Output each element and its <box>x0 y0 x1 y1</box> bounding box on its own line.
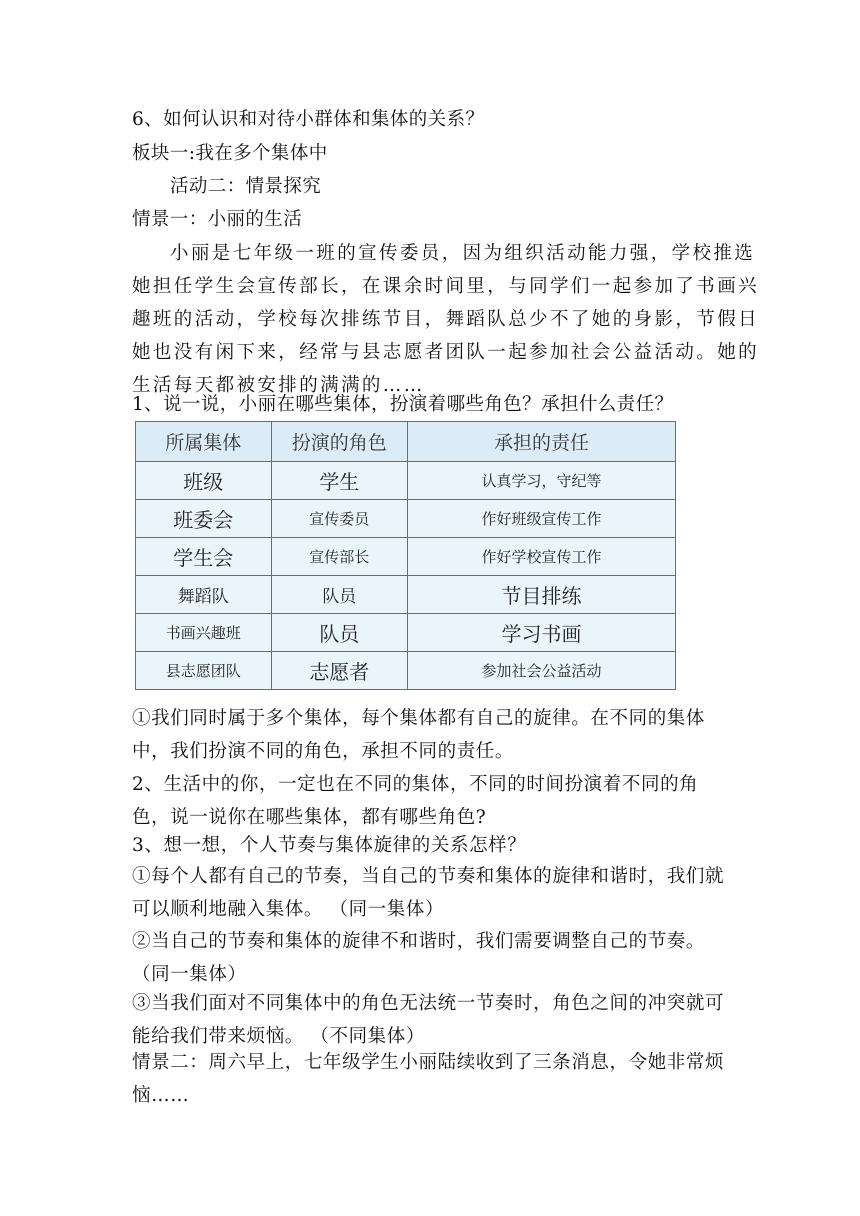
cell-group: 县志愿团队 <box>136 652 272 690</box>
cell-duty: 作好班级宣传工作 <box>408 500 676 538</box>
story-paragraph <box>132 237 760 402</box>
cell-role: 宣传委员 <box>271 500 408 538</box>
roles-table <box>135 421 676 690</box>
table-row <box>136 652 676 690</box>
cell-role: 宣传部长 <box>271 538 408 576</box>
header-duty: 承担的责任 <box>408 422 676 462</box>
block-title: 板块一:我在多个集体中 <box>132 143 328 164</box>
reason-3: ③当我们面对不同集体中的角色无法统一节奏时，角色之间的冲突就可能给我们带来烦恼。 （不同集体） <box>132 993 725 1047</box>
cell-duty: 认真学习，守纪等 <box>408 462 676 500</box>
story-line: 小丽是七年级一班的宣传委员，因为组织活动能力强，学校推选 <box>170 243 756 264</box>
story-line: 她也没有闲下来，经常与县志愿者团队一起参加社会公益活动。她的 <box>132 342 760 363</box>
cell-role: 学生 <box>271 462 408 500</box>
point-1: ①我们同时属于多个集体，每个集体都有自己的旋律。在不同的集体中，我们扮演不同的角色，承担不同的责任。 <box>132 708 706 762</box>
table-row <box>136 538 676 576</box>
scene-2-text: 情景二：周六早上，七年级学生小丽陆续收到了三条消息，令她非常烦恼…… <box>132 1052 725 1106</box>
cell-duty: 节目排练 <box>408 576 676 614</box>
cell-duty: 作好学校宣传工作 <box>408 538 676 576</box>
cell-duty: 参加社会公益活动 <box>408 652 676 690</box>
header-group: 所属集体 <box>136 422 272 462</box>
question-6: 6、如何认识和对待小群体和集体的关系？ <box>132 109 485 130</box>
cell-group: 班委会 <box>136 500 272 538</box>
cell-group: 学生会 <box>136 538 272 576</box>
story-line: 生活每天都被安排的满满的…… <box>132 375 425 396</box>
table-row <box>136 614 676 652</box>
scene-1-title: 情景一：小丽的生活 <box>132 209 303 230</box>
table-row <box>136 576 676 614</box>
cell-role: 队员 <box>271 614 408 652</box>
table-header-row <box>136 422 676 462</box>
cell-role: 志愿者 <box>271 652 408 690</box>
reason-2: ②当自己的节奏和集体的旋律不和谐时，我们需要调整自己的节奏。（同一集体） <box>132 931 706 985</box>
cell-group: 舞蹈队 <box>136 576 272 614</box>
story-line: 她担任学生会宣传部长，在课余时间里，与同学们一起参加了书画兴 <box>132 276 760 297</box>
header-role: 扮演的角色 <box>271 422 408 462</box>
story-line: 趣班的活动，学校每次排练节目，舞蹈队总少不了她的身影，节假日 <box>132 309 760 330</box>
cell-group: 书画兴趣班 <box>136 614 272 652</box>
table-row <box>136 462 676 500</box>
cell-group: 班级 <box>136 462 272 500</box>
cell-duty: 学习书画 <box>408 614 676 652</box>
cell-role: 队员 <box>271 576 408 614</box>
question-1: 1、说一说，小丽在哪些集体，扮演着哪些角色？承担什么责任？ <box>132 394 674 415</box>
question-3: 3、想一想，个人节奏与集体旋律的关系怎样？ <box>132 835 527 856</box>
reason-1: ①每个人都有自己的节奏，当自己的节奏和集体的旋律和谐时，我们就可以顺利地融入集体。 （同一集体） <box>132 866 725 920</box>
question-2: 2、生活中的你，一定也在不同的集体，不同的时间扮演着不同的角色，说一说你在哪些集体，都有哪些角色? <box>132 774 699 828</box>
table-row <box>136 500 676 538</box>
activity-title: 活动二：情景探究 <box>170 176 322 197</box>
